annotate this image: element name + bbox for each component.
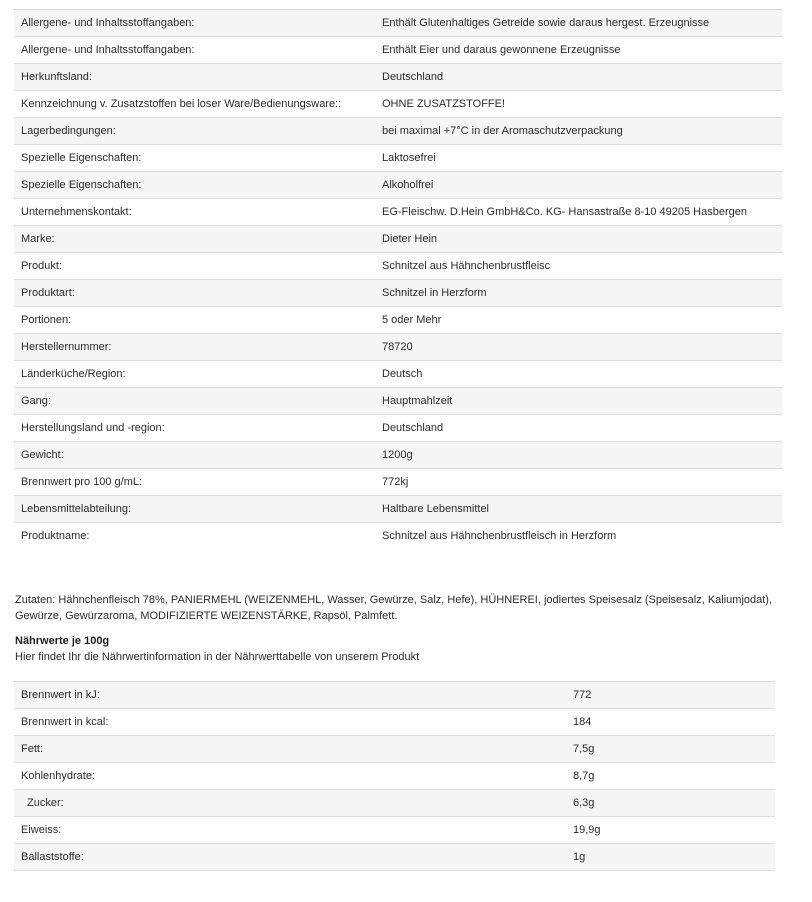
property-value: Deutschland bbox=[375, 64, 782, 91]
property-label: Produkt: bbox=[14, 253, 375, 280]
table-row bbox=[14, 415, 782, 442]
property-value: OHNE ZUSATZSTOFFE! bbox=[375, 91, 782, 118]
nutrient-value: 8,7g bbox=[566, 763, 775, 790]
property-label: Produktname: bbox=[14, 523, 375, 550]
table-row bbox=[14, 736, 775, 763]
property-value: Alkoholfrei bbox=[375, 172, 782, 199]
property-value: 1200g bbox=[375, 442, 782, 469]
table-row bbox=[14, 763, 775, 790]
table-row bbox=[14, 361, 782, 388]
nutrient-value: 772 bbox=[566, 682, 775, 709]
table-row bbox=[14, 442, 782, 469]
property-value: Deutsch bbox=[375, 361, 782, 388]
table-row bbox=[14, 226, 782, 253]
property-value: Laktosefrei bbox=[375, 145, 782, 172]
product-properties-table bbox=[14, 9, 782, 549]
nutrition-subtitle: Hier findet Ihr die Nährwertinformation in der Nährwerttabelle von unserem Produkt bbox=[15, 651, 420, 663]
table-row bbox=[14, 844, 775, 871]
table-row bbox=[14, 790, 775, 817]
table-row bbox=[14, 280, 782, 307]
table-row bbox=[14, 496, 782, 523]
property-value: Schnitzel aus Hähnchenbrustfleisc bbox=[375, 253, 782, 280]
table-row bbox=[14, 253, 782, 280]
property-value: 78720 bbox=[375, 334, 782, 361]
nutrient-value: 19,9g bbox=[566, 817, 775, 844]
table-row bbox=[14, 523, 782, 550]
property-value: Enthält Eier und daraus gewonnene Erzeugnisse bbox=[375, 37, 782, 64]
property-label: Lebensmittelabteilung: bbox=[14, 496, 375, 523]
property-label: Länderküche/Region: bbox=[14, 361, 375, 388]
nutrient-value: 1g bbox=[566, 844, 775, 871]
table-row bbox=[14, 709, 775, 736]
table-row bbox=[14, 817, 775, 844]
ingredients-text bbox=[14, 592, 775, 624]
nutrient-label: Brennwert in kcal: bbox=[14, 709, 566, 736]
property-label: Produktart: bbox=[14, 280, 375, 307]
property-label: Lagerbedingungen: bbox=[14, 118, 375, 145]
property-label: Brennwert pro 100 g/mL: bbox=[14, 469, 375, 496]
property-label: Herstellungsland und -region: bbox=[14, 415, 375, 442]
table-row bbox=[14, 334, 782, 361]
table-row bbox=[14, 64, 782, 91]
property-label: Unternehmenskontakt: bbox=[14, 199, 375, 226]
table-row bbox=[14, 37, 782, 64]
nutrient-label: Fett: bbox=[14, 736, 566, 763]
property-label: Marke: bbox=[14, 226, 375, 253]
nutrient-value: 184 bbox=[566, 709, 775, 736]
property-value: Schnitzel in Herzform bbox=[375, 280, 782, 307]
property-label: Spezielle Eigenschaften: bbox=[14, 145, 375, 172]
nutrition-table bbox=[14, 681, 775, 871]
property-label: Herkunftsland: bbox=[14, 64, 375, 91]
ingredients-line: Zutaten: Hähnchenfleisch 78%, PANIERMEHL (WEIZENMEHL, Wasser, Gewürze, Salz, Hefe), HÜHNEREI, jodiertes Speisesalz (Speisesalz, Kaliumjodat), bbox=[15, 594, 773, 606]
nutrition-heading: Nährwerte je 100g bbox=[15, 635, 110, 647]
property-label: Allergene- und Inhaltsstoffangaben: bbox=[14, 10, 375, 37]
property-value: bei maximal +7°C in der Aromaschutzverpackung bbox=[375, 118, 782, 145]
nutrient-label: Brennwert in kJ: bbox=[14, 682, 566, 709]
property-value: 772kj bbox=[375, 469, 782, 496]
table-row bbox=[14, 10, 782, 37]
ingredients-line: Gewürze, Gewürzaroma, MODIFIZIERTE WEIZENSTÄRKE, Rapsöl, Palmfett. bbox=[15, 610, 398, 622]
property-value: EG-Fleischw. D.Hein GmbH&Co. KG- Hansastraße 8-10 49205 Hasbergen bbox=[375, 199, 782, 226]
property-label: Portionen: bbox=[14, 307, 375, 334]
property-value: Deutschland bbox=[375, 415, 782, 442]
property-label: Allergene- und Inhaltsstoffangaben: bbox=[14, 37, 375, 64]
nutrient-value: 7,5g bbox=[566, 736, 775, 763]
table-row bbox=[14, 469, 782, 496]
table-row bbox=[14, 307, 782, 334]
table-row bbox=[14, 145, 782, 172]
nutrient-label: Kohlenhydrate: bbox=[14, 763, 566, 790]
table-row bbox=[14, 199, 782, 226]
property-value: Hauptmahlzeit bbox=[375, 388, 782, 415]
property-value: Enthält Glutenhaltiges Getreide sowie daraus hergest. Erzeugnisse bbox=[375, 10, 782, 37]
nutrient-value: 6,3g bbox=[566, 790, 775, 817]
property-label: Gewicht: bbox=[14, 442, 375, 469]
product-details-page bbox=[14, 9, 775, 871]
property-value: Haltbare Lebensmittel bbox=[375, 496, 782, 523]
property-value: Dieter Hein bbox=[375, 226, 782, 253]
table-row bbox=[14, 172, 782, 199]
table-row bbox=[14, 118, 782, 145]
property-label: Kennzeichnung v. Zusatzstoffen bei loser Ware/Bedienungsware:: bbox=[14, 91, 375, 118]
nutrient-label: Eiweiss: bbox=[14, 817, 566, 844]
table-row bbox=[14, 682, 775, 709]
property-label: Gang: bbox=[14, 388, 375, 415]
nutrient-label: Zucker: bbox=[14, 790, 566, 817]
nutrient-label: Ballaststoffe: bbox=[14, 844, 566, 871]
property-label: Herstellernummer: bbox=[14, 334, 375, 361]
table-row bbox=[14, 91, 782, 118]
property-value: 5 oder Mehr bbox=[375, 307, 782, 334]
table-row bbox=[14, 388, 782, 415]
property-value: Schnitzel aus Hähnchenbrustfleisch in Herzform bbox=[375, 523, 782, 550]
property-label: Spezielle Eigenschaften: bbox=[14, 172, 375, 199]
